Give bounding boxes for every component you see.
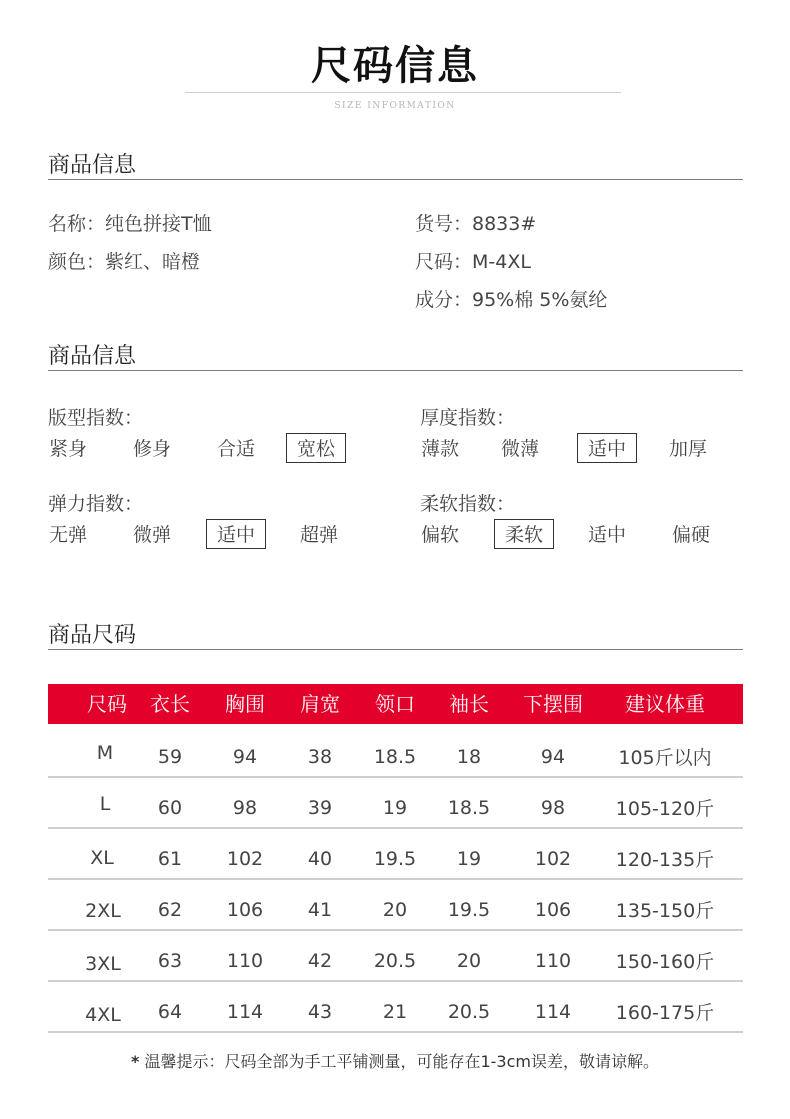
table-cell: 98: [232, 797, 258, 819]
product-material: 成分：95%棉 5%氨纶: [415, 289, 608, 311]
section-divider: [48, 179, 743, 180]
table-cell: 106: [534, 899, 572, 921]
row-divider: [48, 980, 743, 982]
table-cell: 39: [307, 797, 333, 819]
table-cell: 4XL: [85, 1004, 121, 1026]
table-cell: 98: [540, 797, 566, 819]
elasticity-option-medium: 适中: [206, 519, 266, 549]
fit-option-tight: 紧身: [48, 438, 87, 460]
column-header-weight: 建议体重: [625, 692, 705, 716]
table-cell: 114: [534, 1001, 572, 1023]
table-cell: 105-120斤: [615, 798, 715, 820]
row-divider: [48, 878, 743, 880]
table-cell: 19.5: [447, 899, 491, 921]
table-cell: 18.5: [373, 746, 417, 768]
note-bullet: *: [131, 1052, 140, 1071]
table-cell: 19: [456, 848, 482, 870]
row-divider: [48, 776, 743, 778]
table-cell: 61: [157, 848, 183, 870]
column-header-length: 衣长: [150, 692, 190, 716]
table-cell: 20: [456, 950, 482, 972]
table-cell: 43: [307, 1001, 333, 1023]
page-title: 尺码信息: [311, 43, 479, 89]
indices-heading: 商品信息: [48, 344, 137, 369]
elasticity-option-slight: 微弹: [132, 524, 171, 546]
table-cell: 105斤以内: [618, 747, 712, 769]
table-cell: 2XL: [85, 900, 121, 922]
column-header-neckline: 领口: [375, 692, 415, 716]
row-divider: [48, 929, 743, 931]
table-cell: L: [99, 793, 111, 815]
table-cell: 38: [307, 746, 333, 768]
column-header-shoulder: 肩宽: [300, 692, 340, 716]
table-cell: 59: [157, 746, 183, 768]
column-header-sleeve: 袖长: [449, 692, 489, 716]
table-cell: 150-160斤: [615, 951, 715, 973]
column-header-hem: 下摆围: [523, 692, 583, 716]
table-cell: 40: [307, 848, 333, 870]
softness-option-soft: 柔软: [494, 519, 554, 549]
table-cell: 94: [540, 746, 566, 768]
softness-option-firm: 偏硬: [671, 524, 710, 546]
table-cell: 106: [226, 899, 264, 921]
softness-option-medium: 适中: [587, 524, 626, 546]
table-cell: 62: [157, 899, 183, 921]
row-divider: [48, 827, 743, 829]
table-cell: 19.5: [373, 848, 417, 870]
table-cell: 160-175斤: [615, 1002, 715, 1024]
page-subtitle: SIZE INFORMATION: [334, 101, 456, 111]
softness-index-label: 柔软指数：: [420, 493, 516, 515]
table-cell: 3XL: [85, 953, 121, 975]
product-item-no: 货号：8833#: [415, 213, 537, 235]
column-header-chest: 胸围: [225, 692, 265, 716]
note-text: 温馨提示：尺码全部为手工平铺测量，可能存在1-3cm误差，敬请谅解。: [139, 1052, 659, 1071]
product-color: 颜色：紫红、暗橙: [48, 251, 201, 273]
table-cell: XL: [90, 847, 114, 869]
table-cell: 135-150斤: [615, 900, 715, 922]
thickness-index-label: 厚度指数：: [420, 407, 516, 429]
table-cell: 42: [307, 950, 333, 972]
product-name: 名称：纯色拼接T恤: [48, 213, 212, 235]
table-cell: 41: [307, 899, 333, 921]
table-cell: 110: [226, 950, 264, 972]
section-divider: [48, 649, 743, 650]
measurement-note: [0, 1049, 790, 1072]
table-cell: 60: [157, 797, 183, 819]
softness-option-softish: 偏软: [420, 524, 459, 546]
table-cell: 21: [382, 1001, 408, 1023]
table-cell: 20.5: [373, 950, 417, 972]
elasticity-option-super: 超弹: [299, 524, 338, 546]
thickness-option-thick: 加厚: [668, 438, 707, 460]
fit-option-regular: 合适: [216, 438, 255, 460]
elasticity-option-none: 无弹: [48, 524, 87, 546]
table-cell: 114: [226, 1001, 264, 1023]
table-cell: 63: [157, 950, 183, 972]
table-cell: 94: [232, 746, 258, 768]
table-cell: 110: [534, 950, 572, 972]
product-info-heading: 商品信息: [48, 153, 137, 178]
fit-option-loose: 宽松: [286, 433, 346, 463]
fit-option-slim: 修身: [132, 438, 171, 460]
table-cell: 18: [456, 746, 482, 768]
fit-index-label: 版型指数：: [48, 407, 144, 429]
table-cell: 20: [382, 899, 408, 921]
table-cell: 120-135斤: [615, 849, 715, 871]
table-cell: 102: [226, 848, 264, 870]
table-cell: M: [96, 742, 114, 764]
title-divider: [185, 92, 621, 93]
table-cell: 20.5: [447, 1001, 491, 1023]
thickness-option-thin: 薄款: [420, 438, 459, 460]
column-header-size: 尺码: [87, 692, 127, 716]
size-table-heading: 商品尺码: [48, 623, 137, 648]
thickness-option-slightly-thin: 微薄: [500, 438, 539, 460]
table-cell: 64: [157, 1001, 183, 1023]
row-divider: [48, 1031, 743, 1033]
table-cell: 102: [534, 848, 572, 870]
table-cell: 19: [382, 797, 408, 819]
elasticity-index-label: 弹力指数：: [48, 493, 144, 515]
section-divider: [48, 370, 743, 371]
product-size-range: 尺码：M-4XL: [415, 251, 531, 273]
table-cell: 18.5: [447, 797, 491, 819]
thickness-option-medium: 适中: [577, 433, 637, 463]
